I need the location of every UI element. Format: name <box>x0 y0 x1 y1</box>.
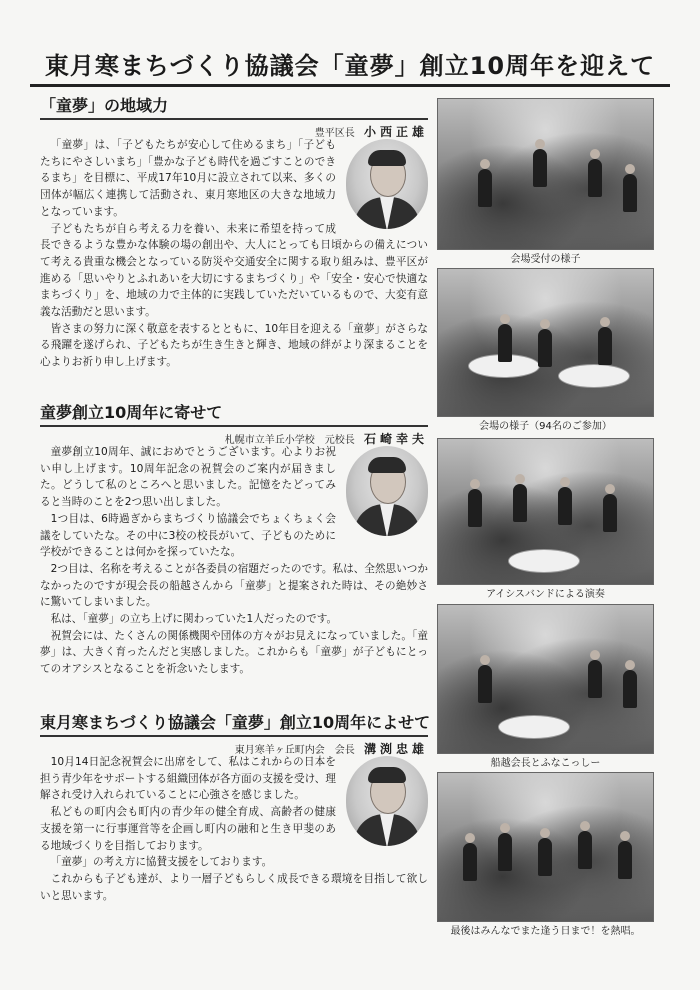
portrait-photo <box>346 756 428 846</box>
paragraph: 1つ目は、6時過ぎからまちづくり協議会でちょくちょく会議をしていたな。その中に3校の校長がいて、子どものために学校ができることは何かを探っていたな。 <box>40 512 336 559</box>
photo-caption: 会場受付の様子 <box>510 254 581 265</box>
section-body <box>40 137 428 371</box>
photo-reception <box>437 98 654 250</box>
paragraph: 2つ目は、名称を考えることが各委員の宿題だったのです。私は、全然思いつかなかったのですが現会長の船越さんから「童夢」と提案された時は、その絶妙さに驚いてしまいました。 <box>40 562 428 609</box>
author-role: 豊平区長 <box>314 128 355 139</box>
photo-caption: アイシスバンドによる演奏 <box>486 589 605 600</box>
paragraph: 「童夢」の考え方に協賛支援をしております。 <box>50 856 273 869</box>
paragraph: 私どもの町内会も町内の青少年の健全育成、高齢者の健康支援を第一に行事運営等を企画し町内の融和と生き甲斐のある地域づくりを目指しております。 <box>40 806 336 852</box>
portrait-photo <box>346 446 428 536</box>
paragraph: これからも子ども達が、より一層子どもらしく成長できる環境を目指して欲しいと思います。 <box>40 872 428 902</box>
portrait-photo <box>346 139 428 229</box>
author-name: 石崎幸夫 <box>363 432 428 446</box>
author-name: 小西正雄 <box>363 125 428 139</box>
section-former-principal <box>40 402 428 678</box>
author-line <box>40 740 428 754</box>
section-body <box>40 444 428 678</box>
photo-caption: 会場の様子（94名のご参加） <box>479 421 612 432</box>
paragraph: 祝賀会には、たくさんの関係機関や団体の方々がお見えになっていました。「童夢」は、大きく育ったんだと実感しました。これからも「童夢」が子どもにとってのオアシスとなることを祈念いたします。 <box>40 629 428 676</box>
page-title-text: 東月寒まちづくり協議会「童夢」創立10周年を迎えて <box>44 51 656 80</box>
paragraph: 童夢創立10周年、誠におめでとうございます。心よりお祝い申し上げます。10周年記念の祝賀会のご案内が届きました。どうして私のところへと思いました。記憶をたどってみると当時のことを2つ思い出しました。 <box>40 446 336 509</box>
paragraph: 10月14日記念祝賀会に出席をして、私はこれからの日本を担う青少年をサポートする組織団体が各方面の支援を受け、理解され受け入れられていることに心強さを感じました。 <box>40 756 336 802</box>
photo-chairman-mascot <box>437 604 654 754</box>
paragraph: 私は、「童夢」の立ち上げに関わっていた1人だったのです。 <box>50 613 338 626</box>
author-line <box>40 123 428 137</box>
author-role: 東月寒羊ヶ丘町内会 会長 <box>234 745 355 756</box>
photo-caption: 最後はみんなでまた逢う日まで！を熱唱。 <box>450 926 641 937</box>
author-name: 溝渕忠雄 <box>363 742 428 756</box>
paragraph: 皆さまの努力に深く敬意を表するとともに、10年目を迎える「童夢」がさらなる飛躍を遂げられ、子どもたちが生き生きと輝き、地域の絆がより深まることを心よりお祈り申し上げます。 <box>40 322 428 369</box>
paragraph: 「童夢」は、「子どもたちが安心して住めるまち」「子どもたちにやさしいまち」「豊かな子ども時代を過ごすことのできるまち」を目標に、平成17年10月に設立されて以来、多くの団体が幅広く連携して活動され、東月寒地区の大きな地域力となっています。 <box>40 139 336 218</box>
section-title: 童夢創立10周年に寄せて <box>40 402 428 427</box>
photo-venue <box>437 268 654 417</box>
page-title <box>30 42 670 87</box>
section-neighborhood-chair <box>40 712 431 904</box>
section-district-head <box>40 95 428 371</box>
author-role: 札幌市立羊丘小学校 元校長 <box>224 435 355 446</box>
paragraph: 子どもたちが自ら考える力を養い、未来に希望を持って成長できるような豊かな体験の場の創出や、大人にとっても日頃からの備えについて考える貴重な機会となっている防災や交通安全に関する取り組みは、豊平区が進める「思いやりとふれあいを大切にするまちづくり」や「安全・安心で快適なまちづくり」を、地域の力で主体的に実践していただいているもので、大変有意義な活動だと思います。 <box>40 222 428 319</box>
section-title: 東月寒まちづくり協議会「童夢」創立10周年によせて <box>40 712 428 737</box>
photo-band <box>437 438 654 585</box>
section-body <box>40 754 428 904</box>
author-line <box>40 430 428 444</box>
section-title: 「童夢」の地域力 <box>40 95 428 120</box>
photo-caption: 船越会長とふなこっしー <box>490 758 601 769</box>
photo-sing-along <box>437 772 654 922</box>
